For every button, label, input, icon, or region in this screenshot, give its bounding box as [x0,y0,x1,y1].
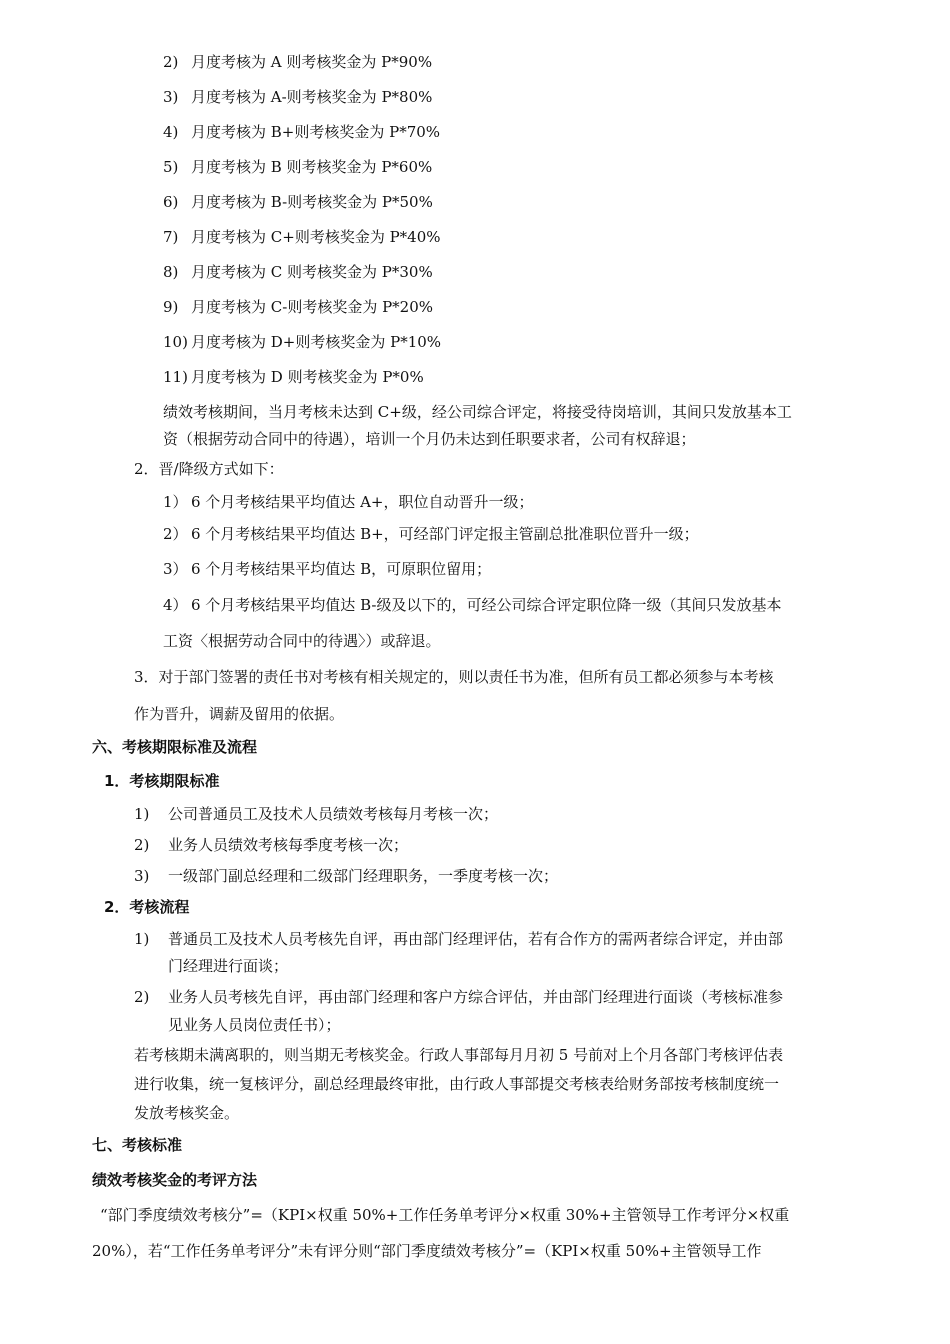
promotion-heading: 2．晋/降级方式如下： [134,460,284,478]
list-item: 10) 月度考核为 D+则考核奖金为 P*10% [163,333,442,351]
list-item-continuation: 见业务人员岗位责任书）； [168,1016,341,1034]
list-item: 3) 一级部门副总经理和二级部门经理职务，一季度考核一次； [134,867,559,885]
section-title: 六、考核期限标准及流程 [92,738,258,756]
list-item: 7) 月度考核为 C+则考核奖金为 P*40% [163,228,441,246]
training-note-line: 绩效考核期间，当月考核未达到 C+级，经公司综合评定，将接受待岗培训，其间只发放基本工 [163,403,792,421]
list-item: 2) 业务人员绩效考核每季度考核一次； [134,836,409,854]
list-item: 3) 月度考核为 A-则考核奖金为 P*80% [163,88,433,106]
responsibility-line: 3．对于部门签署的责任书对考核有相关规定的，则以责任书为准，但所有员工都必须参与本考核 [134,668,774,686]
list-item: 5) 月度考核为 B 则考核奖金为 P*60% [163,158,433,176]
list-item-continuation: 门经理进行面谈； [168,957,289,975]
list-item: 1) 公司普通员工及技术人员绩效考核每月考核一次； [134,805,499,823]
list-item: 11) 月度考核为 D 则考核奖金为 P*0% [163,368,424,386]
section-title: 七、考核标准 [92,1136,183,1154]
list-item: 2） 6 个月考核结果平均值达 B+，可经部门评定报主管副总批准职位晋升一级； [163,525,699,543]
list-item-continuation: 工资〈根据劳动合同中的待遇〉）或辞退。 [163,632,441,650]
list-item: 2) 业务人员考核先自评，再由部门经理和客户方综合评估，并由部门经理进行面谈（考核标准参 [134,988,784,1006]
process-note-line: 若考核期未满离职的，则当期无考核奖金。行政人事部每月月初 5 号前对上个月各部门考核评估表 [134,1046,784,1064]
list-item: 9) 月度考核为 C-则考核奖金为 P*20% [163,298,434,316]
list-item: 6) 月度考核为 B-则考核奖金为 P*50% [163,193,433,211]
list-item: 4） 6 个月考核结果平均值达 B-级及以下的，可经公司综合评定职位降一级（其间只发放基本 [163,596,782,614]
formula-line: 20%），若“工作任务单考评分”未有评分则“部门季度绩效考核分”=（KPI×权重 50%+主管领导工作 [92,1242,762,1260]
list-item: 2) 月度考核为 A 则考核奖金为 P*90% [163,53,433,71]
training-note-line: 资（根据劳动合同中的待遇），培训一个月仍未达到任职要求者，公司有权辞退； [163,430,696,448]
responsibility-line: 作为晋升，调薪及留用的依据。 [134,705,345,723]
formula-line: “部门季度绩效考核分”=（KPI×权重 50%+工作任务单考评分×权重 30%+主管领导工作考评分×权重 [100,1206,790,1224]
subsection-title: 2．考核流程 [104,898,190,916]
subsection-title: 1．考核期限标准 [104,772,220,790]
process-note-line: 进行收集，统一复核评分，副总经理最终审批，由行政人事部提交考核表给财务部按考核制度统一 [134,1075,780,1093]
process-note-line: 发放考核奖金。 [134,1104,240,1122]
list-item: 8) 月度考核为 C 则考核奖金为 P*30% [163,263,433,281]
list-item: 4) 月度考核为 B+则考核奖金为 P*70% [163,123,441,141]
subsection-title: 绩效考核奖金的考评方法 [92,1171,258,1189]
list-item: 1） 6 个月考核结果平均值达 A+，职位自动晋升一级； [163,493,534,511]
list-item: 1) 普通员工及技术人员考核先自评，再由部门经理评估，若有合作方的需两者综合评定，并由部 [134,930,784,948]
list-item: 3） 6 个月考核结果平均值达 B，可原职位留用； [163,560,492,578]
